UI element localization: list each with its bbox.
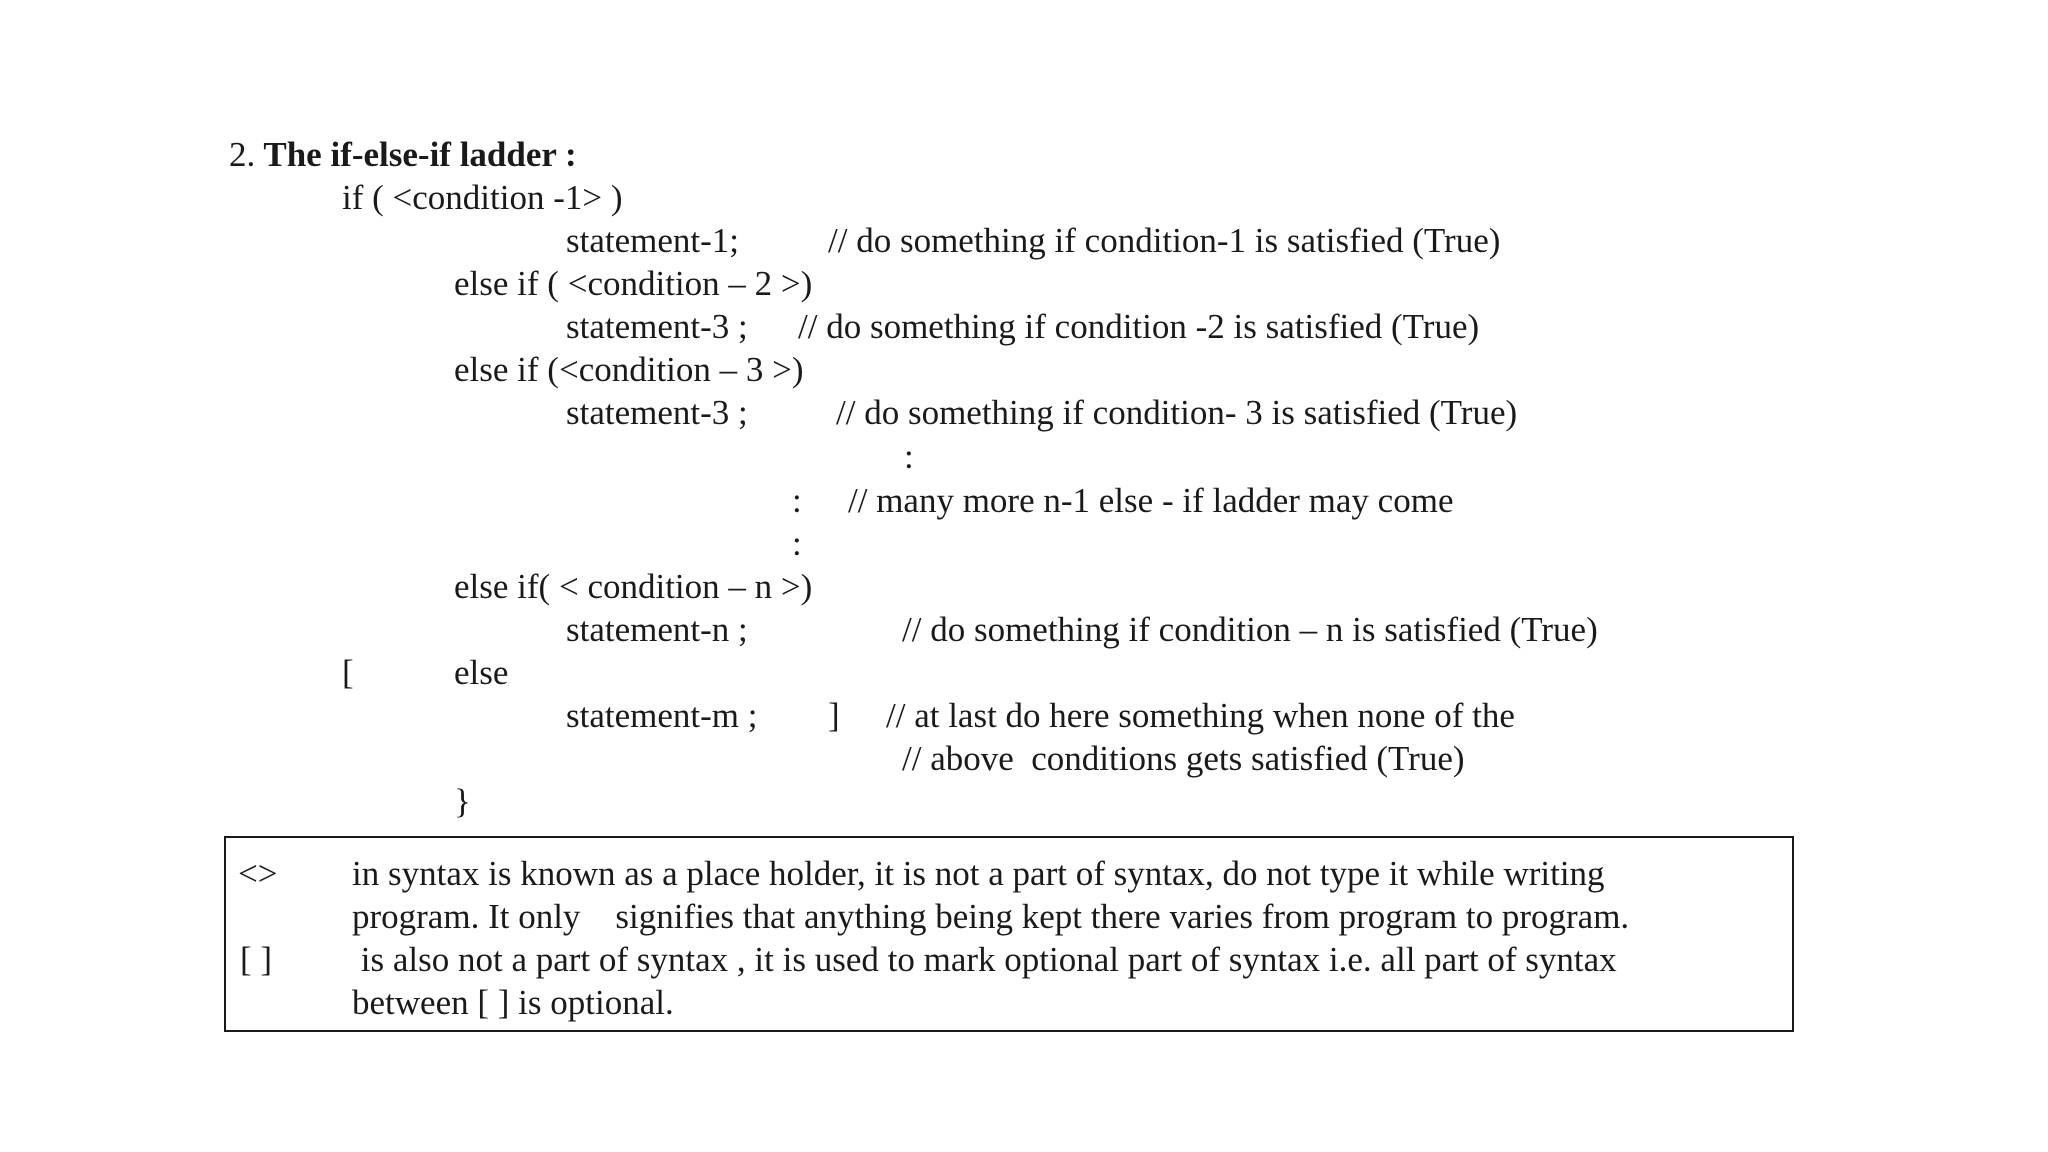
optional-close-bracket: ] [828,696,840,735]
else-line: else [454,653,509,692]
section-number: 2. [229,135,256,174]
statement-m-line: statement-m ; [566,696,758,735]
comment-m-line1: // at last do here something when none of the [886,696,1515,735]
section-heading [229,135,577,175]
else-if-n-line: else if( < condition – n >) [454,567,813,606]
ellipsis-colon-top: : [904,437,914,476]
comment-more-ladders: // many more n-1 else - if ladder may come [848,481,1454,520]
else-if-3-line: else if (<condition – 3 >) [454,350,804,389]
statement-3-line: statement-3 ; [566,393,748,432]
angle-bracket-explanation-line2: program. It only signifies that anything being kept there varies from program to program. [352,897,1630,936]
angle-bracket-symbol: <> [238,854,278,893]
comment-2: // do something if condition -2 is satisfied (True) [798,307,1480,346]
ellipsis-colon-bottom: : [792,524,802,563]
comment-n: // do something if condition – n is satisfied (True) [902,610,1598,649]
else-if-2-line: else if ( <condition – 2 >) [454,264,813,303]
square-bracket-symbol: [ ] [240,940,273,979]
statement-1-line: statement-1; [566,221,740,260]
angle-bracket-explanation-line1: in syntax is known as a place holder, it is not a part of syntax, do not type it while writing [352,854,1605,893]
optional-open-bracket: [ [342,653,354,692]
comment-3: // do something if condition- 3 is satisfied (True) [836,393,1518,432]
closing-brace: } [454,782,471,821]
statement-n-line: statement-n ; [566,610,748,649]
ellipsis-colon-mid: : [792,481,802,520]
comment-1: // do something if condition-1 is satisfied (True) [828,221,1501,260]
statement-2-line: statement-3 ; [566,307,748,346]
section-title: The if-else-if ladder : [263,135,577,174]
if-line: if ( <condition -1> ) [342,178,623,217]
comment-m-line2: // above conditions gets satisfied (True) [902,739,1465,778]
square-bracket-explanation-line1: is also not a part of syntax , it is used to mark optional part of syntax i.e. all part of syntax [352,940,1617,979]
square-bracket-explanation-line2: between [ ] is optional. [352,983,674,1022]
notation-legend-box [224,836,1794,1032]
